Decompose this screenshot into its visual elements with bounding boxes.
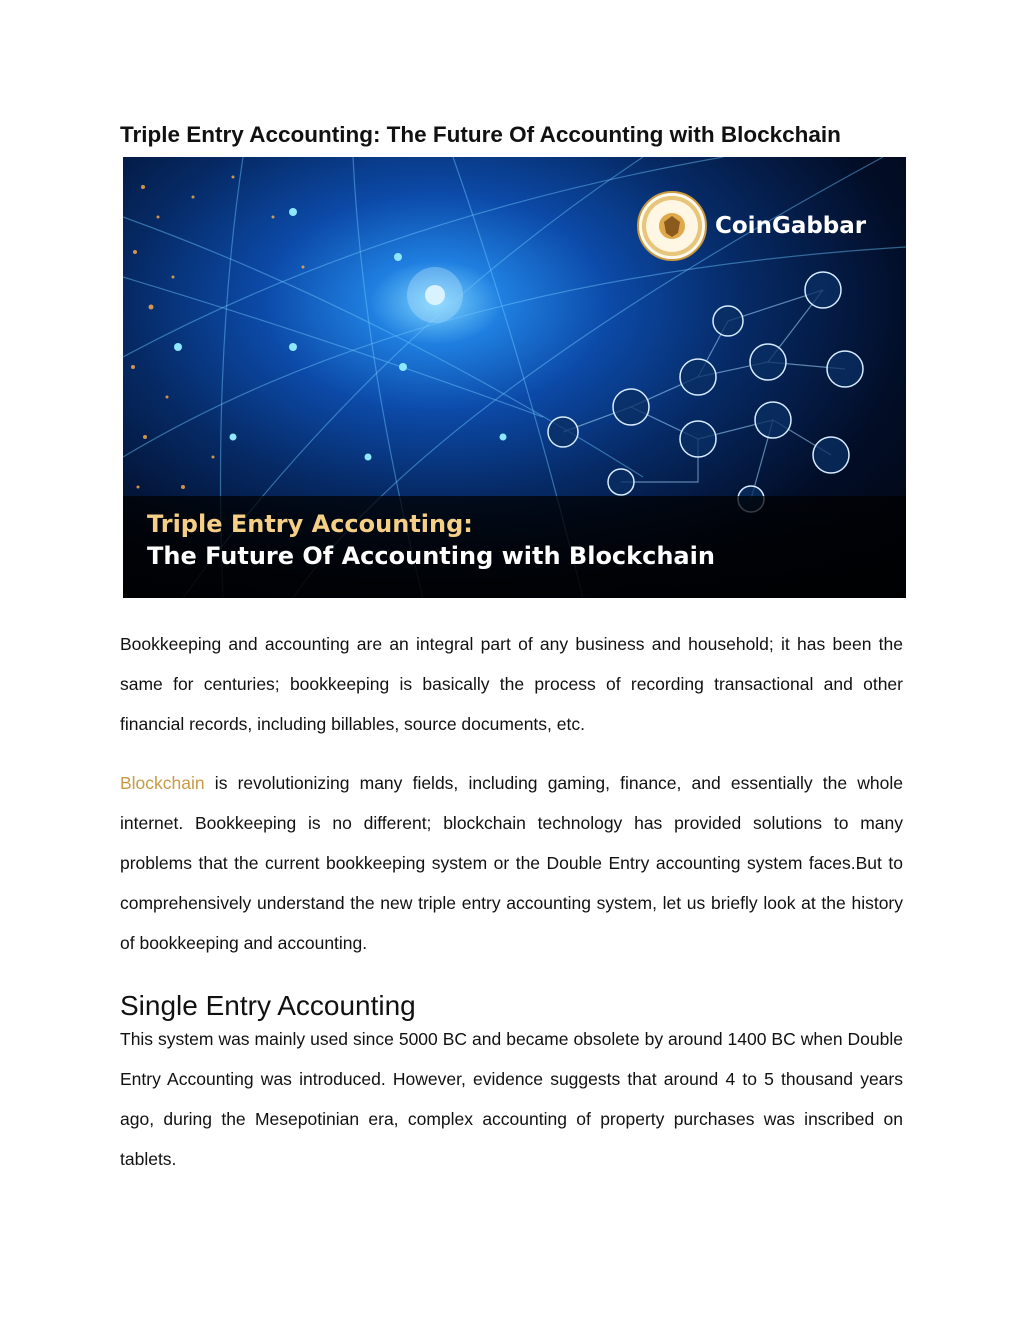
paragraph-intro: Bookkeeping and accounting are an integral part of any business and household; it has been the same for centuries; bookkeeping is basically the process of recording transactional and other financial records, including billables, source documents, etc. (120, 634, 903, 734)
hero-banner (123, 496, 906, 598)
section-heading-single-entry: Single Entry Accounting (120, 990, 416, 1021)
paragraph-blockchain-text: is revolutionizing many fields, including gaming, finance, and essentially the whole internet. Bookkeeping is no different; blockchain technology has provided solutions to many problems that the current bookkeeping system or the Double Entry accounting system faces.But to comprehensively understand the new triple entry accounting system, let us briefly look at the history of bookkeeping and accounting. (120, 773, 903, 953)
coingabbar-logo-icon (637, 191, 707, 261)
hero-banner-line2: The Future Of Accounting with Blockchain (147, 542, 715, 570)
hero-image (123, 157, 906, 598)
paragraph-single-entry: This system was mainly used since 5000 BC and became obsolete by around 1400 BC when Double Entry Accounting was introduced. However, evidence suggests that around 4 to 5 thousand years ago, during the Mesepotinian era, complex accounting of property purchases was inscribed on tablets. (120, 1029, 903, 1169)
hero-banner-line1: Triple Entry Accounting: (147, 510, 473, 538)
paragraph-blockchain (120, 763, 903, 963)
blockchain-link[interactable]: Blockchain (120, 773, 205, 793)
coingabbar-brand (637, 191, 866, 261)
document-title: Triple Entry Accounting: The Future Of Accounting with Blockchain (120, 122, 841, 147)
brand-name: CoinGabbar (715, 213, 867, 239)
